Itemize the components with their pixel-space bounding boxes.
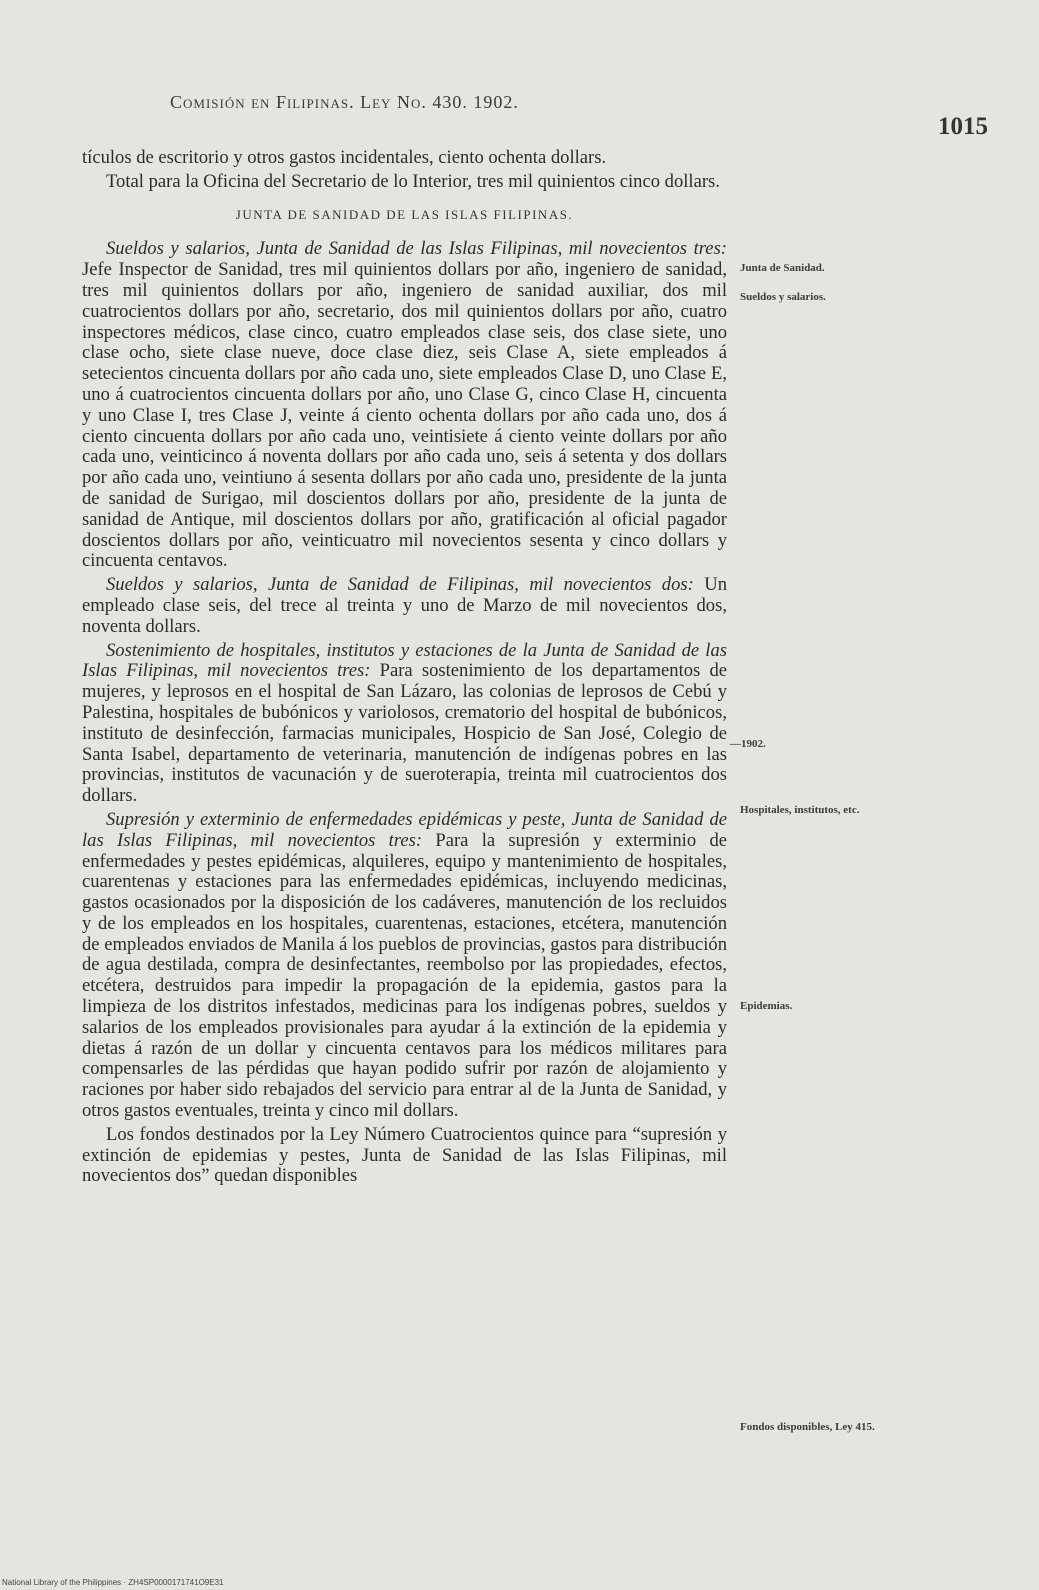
item-text: Para sostenimiento de los departamentos de mujeres, y leprosos en el hospital de San Lázaro, las colonias de leprosos de Cebú y Palestina, hospitales de bubónicos y variolosos, crematorio del hospital de bubónicos, instituto de desinfección, farmacias municipales, Hospicio de San José, Colegio de Santa Isabel, departamento de veterinaria, manutención de indígenas pobres en las provincias, institutos de vacunación y de sueroterapia, treinta mil cuatrocientos dos dollars.	[82, 660, 727, 807]
paragraph-continuation: tículos de escritorio y otros gastos incidentales, ciento ochenta dollars.	[82, 147, 607, 168]
paragraph-hospitales	[82, 641, 727, 807]
item-lead: Sueldos y salarios, Junta de Sanidad de las Islas Filipinas, mil novecientos tres:	[106, 238, 727, 260]
running-title: Comisión en Filipinas. Ley No. 430. 1902.	[170, 92, 519, 112]
section-heading: JUNTA DE SANIDAD DE LAS ISLAS FILIPINAS.	[235, 206, 574, 222]
margin-note-hospitales: Hospitales, institutos, etc.	[740, 804, 860, 816]
page-number: 1015	[938, 113, 988, 140]
item-text: Jefe Inspector de Sanidad, tres mil quinientos dollars por año, ingeniero de sanidad, tres mil quinientos dollars por año, ingeniero de sanidad auxiliar, dos mil cuatrocientos dollars por año, secretario, dos mil quinientos dollars por año, cuatro inspectores médicos, clase cinco, cuatro empleados clase seis, dos clase siete, uno clase ocho, siete clase nueve, doce clase diez, seis Clase A, siete empleados á setecientos cincuenta dollars por año cada uno, siete empleados Clase D, uno Clase E, uno á cuatrocientos cincuenta dollars por año, uno Clase G, cinco Clase H, cincuenta y uno Clase I, tres Clase J, veinte á ciento ochenta dollars por año cada uno, dos á ciento cincuenta dollars por año cada uno, veintisiete á ciento veinte dollars por año cada uno, veinticinco á noventa dollars por año cada uno, seis á setenta y dos dollars por año cada uno, veintiuno á sesenta dollars por año cada uno, presidente de la junta de sanidad de Surigao, mil doscientos dollars por año, presidente de la junta de sanidad de Antique, mil doscientos dollars por año, gratificación al oficial pagador doscientos dollars por año, veinticuatro mil novecientos sesenta y cinco dollars y cincuenta centavos.	[82, 259, 727, 572]
margin-note-sueldos: Sueldos y salarios.	[740, 291, 826, 303]
item-lead: Sostenimiento de hospitales, institutos y estaciones de la Junta de Sanidad de las Islas Filipinas, mil novecientos tres:	[82, 639, 727, 682]
body-text	[82, 148, 727, 1190]
margin-note-junta: Junta de Sanidad.	[740, 262, 825, 274]
item-lead: Sueldos y salarios, Junta de Sanidad de Filipinas, mil novecientos dos:	[106, 574, 694, 596]
margin-note-1902: —1902.	[730, 738, 766, 750]
footer-attribution: National Library of the Philippines · ZH4SP0000171741O9E31	[2, 1578, 224, 1587]
item-text: Un empleado clase seis, del trece al treinta y uno de Marzo de mil novecientos dos, noventa dollars.	[82, 574, 727, 637]
paragraph-total: Total para la Oficina del Secretario de lo Interior, tres mil quinientos cinco dollars.	[106, 170, 720, 192]
paragraph-epidemias	[82, 810, 727, 1122]
paragraph-sueldos-1903	[82, 239, 727, 572]
paragraph-fondos: Los fondos destinados por la Ley Número Cuatrocientos quince para “supresión y extinción de epidemias y pestes, Junta de Sanidad de las Islas Filipinas, mil novecientos dos” quedan disponibles	[82, 1123, 727, 1187]
item-text: Para la supresión y exterminio de enfermedades y pestes epidémicas, alquileres, equipo y mantenimiento de hospitales, cuarentenas y estaciones para las enfermedades epidémicas, incluyendo medicinas, gastos ocasionados por la disposición de los cadáveres, manutención de los recluidos y de los empleados en los hospitales, cuarentenas, estaciones, etcétera, manutención de empleados enviados de Manila á los pueblos de provincias, gastos para distribución de agua destilada, compra de desinfectantes, reembolso por las propiedades, efectos, etcétera, destruidos para impedir la propagación de la epidemia, gastos para la limpieza de los distritos infestados, medicinas para los indígenas pobres, sueldos y salarios de los empleados provisionales para ayudar á la extinción de la epidemia y dietas á razón de un dollar y cincuenta centavos para los médicos militares para compensarles de las pérdidas que hayan podido sufrir por razón de alojamiento y raciones por haber sido rebajados del servicio para entrar al de la Junta de Sanidad, y otros gastos eventuales, treinta y cinco mil dollars.	[82, 829, 727, 1122]
item-lead: Supresión y exterminio de enfermedades epidémicas y peste, Junta de Sanidad de las Islas Filipinas, mil novecientos tres:	[82, 808, 727, 851]
paragraph-sueldos-1902	[82, 575, 727, 637]
margin-note-fondos: Fondos disponibles, Ley 415.	[740, 1421, 875, 1433]
margin-note-epidemias: Epidemias.	[740, 1000, 793, 1012]
